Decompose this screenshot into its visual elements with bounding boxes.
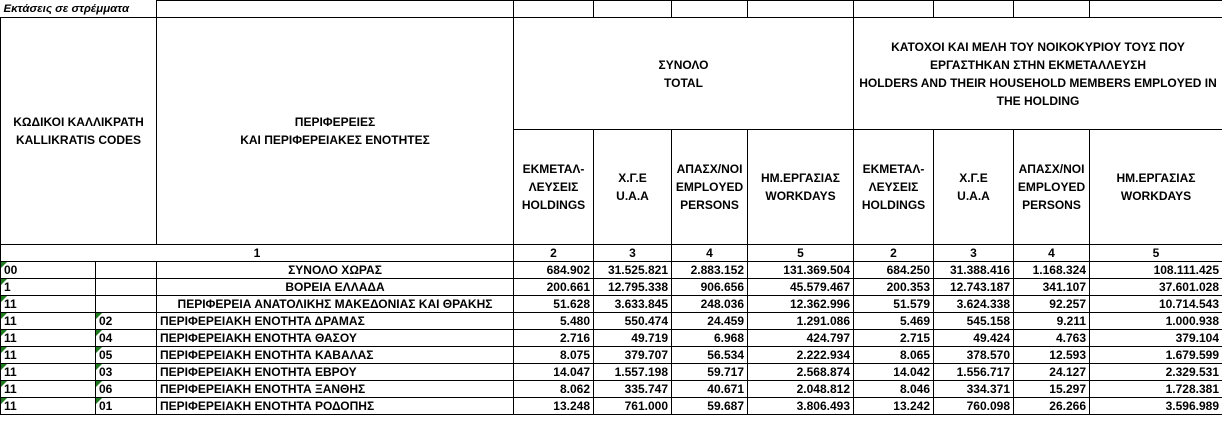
codes-header: [1, 18, 157, 245]
value-cell: 379.707: [594, 347, 672, 364]
regions-header: [157, 18, 514, 245]
column-numbers-row: [1, 245, 1222, 262]
value-cell: 1.728.381: [1090, 381, 1222, 398]
value-cell: 684.902: [514, 262, 594, 279]
value-cell: 12.593: [1014, 347, 1090, 364]
value-cell: 1.291.086: [748, 313, 854, 330]
table-row: [1, 330, 1222, 347]
value-cell: 14.042: [854, 364, 934, 381]
value-cell: 108.111.425: [1090, 262, 1222, 279]
subcode-cell: [96, 279, 157, 296]
region-name-cell: ΠΕΡΙΦΕΡΕΙΑ ΑΝΑΤΟΛΙΚΗΣ ΜΑΚΕΔΟΝΙΑΣ ΚΑΙ ΘΡΑΚΗΣ: [157, 296, 514, 313]
value-cell: 4.763: [1014, 330, 1090, 347]
table-row: [1, 296, 1222, 313]
value-cell: 3.624.338: [934, 296, 1014, 313]
value-cell: 906.656: [672, 279, 748, 296]
region-name-cell: ΒΟΡΕΙΑ ΕΛΛΑΔΑ: [157, 279, 514, 296]
value-cell: 2.222.934: [748, 347, 854, 364]
code-cell: 11: [1, 347, 96, 364]
column-number: 5: [748, 245, 854, 262]
regions-header-text: ΠΕΡΙΦΕΡΕΙΕΣ ΚΑΙ ΠΕΡΙΦΕΡΕΙΑΚΕΣ ΕΝΟΤΗΤΕΣ: [240, 115, 430, 147]
value-cell: 684.250: [854, 262, 934, 279]
value-cell: 12.795.338: [594, 279, 672, 296]
value-cell: 9.211: [1014, 313, 1090, 330]
value-cell: 49.424: [934, 330, 1014, 347]
value-cell: 45.579.467: [748, 279, 854, 296]
value-cell: 335.747: [594, 381, 672, 398]
value-cell: 545.158: [934, 313, 1014, 330]
value-cell: 5.469: [854, 313, 934, 330]
code-cell: 11: [1, 398, 96, 415]
subheader-uaa-2: Χ.Γ.Ε U.A.A: [934, 130, 1014, 245]
column-number: 4: [672, 245, 748, 262]
column-number: 5: [1090, 245, 1222, 262]
value-cell: 51.579: [854, 296, 934, 313]
value-cell: 550.474: [594, 313, 672, 330]
total-header: [514, 18, 854, 130]
value-cell: 424.797: [748, 330, 854, 347]
value-cell: 1.557.198: [594, 364, 672, 381]
subcode-cell: 06: [96, 381, 157, 398]
value-cell: 10.714.543: [1090, 296, 1222, 313]
region-name-cell: ΠΕΡΙΦΕΡΕΙΑΚΗ ΕΝΟΤΗΤΑ ΘΑΣΟΥ: [157, 330, 514, 347]
subheader-holdings-2: ΕΚΜΕΤΑΛ- ΛΕΥΣΕΙΣ HOLDINGS: [854, 130, 934, 245]
code-cell: 11: [1, 296, 96, 313]
value-cell: 3.806.493: [748, 398, 854, 415]
value-cell: 14.047: [514, 364, 594, 381]
value-cell: 37.601.028: [1090, 279, 1222, 296]
region-name-cell: ΠΕΡΙΦΕΡΕΙΑΚΗ ΕΝΟΤΗΤΑ ΡΟΔΟΠΗΣ: [157, 398, 514, 415]
region-name-cell: ΠΕΡΙΦΕΡΕΙΑΚΗ ΕΝΟΤΗΤΑ ΞΑΝΘΗΣ: [157, 381, 514, 398]
table-row: [1, 347, 1222, 364]
value-cell: 2.048.812: [748, 381, 854, 398]
value-cell: 13.248: [514, 398, 594, 415]
value-cell: 378.570: [934, 347, 1014, 364]
value-cell: 8.046: [854, 381, 934, 398]
value-cell: 31.525.821: [594, 262, 672, 279]
value-cell: 2.715: [854, 330, 934, 347]
value-cell: 56.534: [672, 347, 748, 364]
value-cell: 24.127: [1014, 364, 1090, 381]
table-row: [1, 313, 1222, 330]
value-cell: 12.743.187: [934, 279, 1014, 296]
value-cell: 1.000.938: [1090, 313, 1222, 330]
value-cell: 341.107: [1014, 279, 1090, 296]
subheader-employed-2: ΑΠΑΣΧ/ΝΟΙ EMPLOYED PERSONS: [1014, 130, 1090, 245]
value-cell: 760.098: [934, 398, 1014, 415]
value-cell: 40.671: [672, 381, 748, 398]
value-cell: 1.556.717: [934, 364, 1014, 381]
value-cell: 92.257: [1014, 296, 1090, 313]
code-cell: 11: [1, 313, 96, 330]
column-number: 3: [934, 245, 1014, 262]
column-number: 2: [854, 245, 934, 262]
value-cell: 248.036: [672, 296, 748, 313]
region-name-cell: ΣΥΝΟΛΟ ΧΩΡΑΣ: [157, 262, 514, 279]
value-cell: 15.297: [1014, 381, 1090, 398]
subheader-uaa: Χ.Γ.Ε U.A.A: [594, 130, 672, 245]
value-cell: 3.633.845: [594, 296, 672, 313]
value-cell: 200.661: [514, 279, 594, 296]
value-cell: 3.596.989: [1090, 398, 1222, 415]
value-cell: 8.062: [514, 381, 594, 398]
units-caption: Εκτάσεις σε στρέμματα: [1, 1, 157, 18]
value-cell: 13.242: [854, 398, 934, 415]
value-cell: 761.000: [594, 398, 672, 415]
subheader-holdings: ΕΚΜΕΤΑΛ- ΛΕΥΣΕΙΣ HOLDINGS: [514, 130, 594, 245]
subheader-workdays: ΗΜ.ΕΡΓΑΣΙΑΣ WORKDAYS: [748, 130, 854, 245]
subcode-cell: 05: [96, 347, 157, 364]
value-cell: 5.480: [514, 313, 594, 330]
subcode-cell: 04: [96, 330, 157, 347]
value-cell: 334.371: [934, 381, 1014, 398]
value-cell: 59.687: [672, 398, 748, 415]
table-row: [1, 262, 1222, 279]
region-name-cell: ΠΕΡΙΦΕΡΕΙΑΚΗ ΕΝΟΤΗΤΑ ΕΒΡΟΥ: [157, 364, 514, 381]
value-cell: 26.266: [1014, 398, 1090, 415]
column-number: 3: [594, 245, 672, 262]
code-cell: 11: [1, 364, 96, 381]
table-row: [1, 398, 1222, 415]
value-cell: 2.883.152: [672, 262, 748, 279]
subcode-cell: 01: [96, 398, 157, 415]
subcode-cell: [96, 296, 157, 313]
value-cell: 1.168.324: [1014, 262, 1090, 279]
column-number: 2: [514, 245, 594, 262]
column-number: 4: [1014, 245, 1090, 262]
subcode-cell: [96, 262, 157, 279]
value-cell: 200.353: [854, 279, 934, 296]
value-cell: 12.362.996: [748, 296, 854, 313]
code-cell: 11: [1, 330, 96, 347]
value-cell: 24.459: [672, 313, 748, 330]
table-row: [1, 279, 1222, 296]
code-cell: 1: [1, 279, 96, 296]
value-cell: 2.329.531: [1090, 364, 1222, 381]
value-cell: 2.568.874: [748, 364, 854, 381]
value-cell: 6.968: [672, 330, 748, 347]
table-row: [1, 381, 1222, 398]
holders-header-text: ΚΑΤΟΧΟΙ ΚΑΙ ΜΕΛΗ ΤΟΥ ΝΟΙΚΟΚΥΡΙΟΥ ΤΟΥΣ ΠΟΥ ΕΡΓΑΣΤΗΚΑΝ ΣΤΗΝ ΕΚΜΕΤΑΛΛΕΥΣΗ HOLDERS AND THEIR HOUSEHOLD MEMBERS EMPLOYED IN THE HOLDING: [859, 39, 1217, 108]
region-name-cell: ΠΕΡΙΦΕΡΕΙΑΚΗ ΕΝΟΤΗΤΑ ΔΡΑΜΑΣ: [157, 313, 514, 330]
value-cell: 1.679.599: [1090, 347, 1222, 364]
value-cell: 49.719: [594, 330, 672, 347]
table-row: [1, 364, 1222, 381]
value-cell: 379.104: [1090, 330, 1222, 347]
code-cell: 00: [1, 262, 96, 279]
subheader-employed: ΑΠΑΣΧ/ΝΟΙ EMPLOYED PERSONS: [672, 130, 748, 245]
value-cell: 31.388.416: [934, 262, 1014, 279]
value-cell: 59.717: [672, 364, 748, 381]
code-cell: 11: [1, 381, 96, 398]
column-number: 1: [1, 245, 514, 262]
subcode-cell: 02: [96, 313, 157, 330]
value-cell: 8.075: [514, 347, 594, 364]
total-header-text: ΣΥΝΟΛΟ TOTAL: [658, 57, 709, 90]
value-cell: 131.369.504: [748, 262, 854, 279]
value-cell: 2.716: [514, 330, 594, 347]
value-cell: 8.065: [854, 347, 934, 364]
holders-header: [854, 18, 1222, 130]
codes-header-text: ΚΩΔΙΚΟΙ ΚΑΛΛΙΚΡΑΤΗ KALLIKRATIS CODES: [13, 115, 144, 147]
subheader-workdays-2: ΗΜ.ΕΡΓΑΣΙΑΣ WORKDAYS: [1090, 130, 1222, 245]
region-name-cell: ΠΕΡΙΦΕΡΕΙΑΚΗ ΕΝΟΤΗΤΑ ΚΑΒΑΛΑΣ: [157, 347, 514, 364]
subcode-cell: 03: [96, 364, 157, 381]
value-cell: 51.628: [514, 296, 594, 313]
